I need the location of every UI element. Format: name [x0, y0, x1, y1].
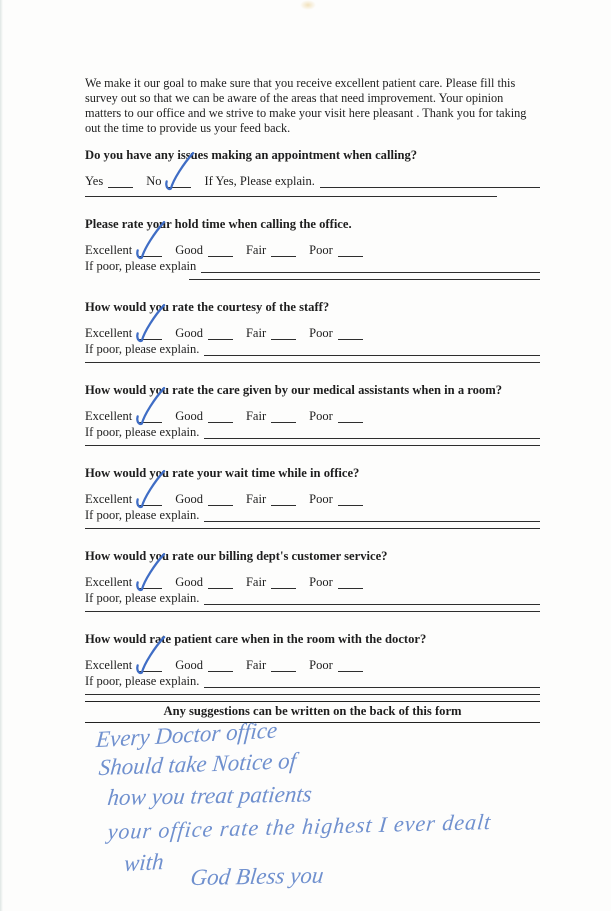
rating-row: [85, 326, 540, 340]
explain-label: If poor, please explain: [85, 259, 197, 273]
explain-blank: [204, 344, 540, 356]
explain-blank: [320, 176, 540, 188]
handwriting-line: Every Doctor office: [95, 717, 279, 753]
checkmark-icon: [132, 468, 166, 510]
answer-blank: [166, 176, 191, 188]
option-label: Good: [175, 492, 203, 506]
answer-row: [85, 174, 540, 188]
answer-blank: [137, 660, 162, 672]
intro-line: survey out so that we can be aware of the areas that need improvement. Your opinion: [85, 91, 504, 105]
intro-line: matters to our office and we strive to make your visit here pleasant . Thank you for taking: [85, 106, 527, 120]
answer-blank: [271, 328, 296, 340]
explain-blank: [204, 676, 540, 688]
rating-row: [85, 575, 540, 589]
explain-row: [85, 342, 540, 356]
separator-rule: [85, 611, 540, 612]
checkmark-icon: [132, 634, 166, 676]
checkmark-icon: [132, 385, 166, 427]
footer-banner: Any suggestions can be written on the back of this form: [85, 701, 540, 723]
answer-blank: [208, 494, 233, 506]
answer-blank: [208, 577, 233, 589]
separator-rule: [189, 279, 540, 280]
answer-blank: [338, 494, 363, 506]
explain-blank: [201, 261, 540, 273]
option-label: Poor: [309, 492, 333, 506]
explain-row: [85, 508, 540, 522]
checkmark-icon: [132, 551, 166, 593]
option-label: Excellent: [85, 326, 133, 340]
question-heading: Do you have any issues making an appointment when calling?: [85, 148, 418, 162]
explain-label: If poor, please explain.: [85, 342, 200, 356]
rating-row: [85, 658, 540, 672]
question-heading: How would you rate the care given by our medical assistants when in a room?: [85, 383, 503, 397]
option-label: Excellent: [85, 409, 133, 423]
answer-blank: [271, 245, 296, 257]
answer-blank: [271, 660, 296, 672]
handwriting-line: with: [123, 848, 165, 877]
answer-blank: [208, 411, 233, 423]
option-label: Yes: [85, 174, 104, 188]
explain-row: [85, 259, 540, 273]
answer-blank: [108, 176, 133, 188]
option-label: Fair: [245, 658, 267, 672]
option-label: Poor: [309, 409, 333, 423]
paper-stain: [300, 0, 316, 10]
option-label: Poor: [309, 243, 333, 257]
separator-rule: [85, 445, 540, 446]
rating-row: [85, 492, 540, 506]
option-label: Excellent: [85, 243, 133, 257]
handwriting-line: your office rate the highest I ever dealt: [106, 808, 493, 845]
option-label: Good: [175, 409, 203, 423]
explain-row: [85, 425, 540, 439]
scan-edge-artifact: [0, 0, 3, 911]
option-label: Fair: [245, 326, 267, 340]
answer-blank: [137, 494, 162, 506]
explain-row: [85, 674, 540, 688]
answer-blank: [338, 577, 363, 589]
checkmark-icon: [161, 150, 195, 192]
separator-rule: [85, 694, 540, 695]
answer-blank: [208, 245, 233, 257]
answer-blank: [338, 245, 363, 257]
explain-blank: [204, 510, 540, 522]
answer-blank: [338, 660, 363, 672]
intro-line: We make it our goal to make sure that you receive excellent patient care. Please fill this: [85, 76, 516, 90]
answer-blank: [338, 411, 363, 423]
question-block: [85, 632, 540, 695]
option-label: Fair: [245, 492, 267, 506]
explain-row: [85, 591, 540, 605]
option-label: No: [146, 174, 162, 188]
separator-rule: [85, 196, 497, 197]
option-label: Good: [175, 575, 203, 589]
explain-blank: [204, 593, 540, 605]
question-block: [85, 217, 540, 280]
answer-blank: [137, 411, 162, 423]
answer-blank: [271, 494, 296, 506]
explain-label: If poor, please explain.: [85, 425, 200, 439]
intro-paragraph: [85, 76, 540, 136]
question-block: [85, 383, 540, 446]
option-label: Good: [175, 658, 203, 672]
separator-rule: [85, 362, 540, 363]
intro-line: out the time to provide us your feed back.: [85, 121, 291, 135]
explain-blank: [204, 427, 540, 439]
question-block: [85, 466, 540, 529]
checkmark-icon: [132, 302, 166, 344]
question-block: [85, 549, 540, 612]
answer-blank: [137, 245, 162, 257]
explain-label: If poor, please explain.: [85, 674, 200, 688]
handwriting-line: how you treat patients: [106, 781, 314, 811]
option-label: Good: [175, 326, 203, 340]
explain-label: If poor, please explain.: [85, 591, 200, 605]
rating-row: [85, 243, 540, 257]
option-label: Fair: [245, 575, 267, 589]
option-label: Poor: [309, 575, 333, 589]
answer-blank: [338, 328, 363, 340]
question-heading: How would you rate the courtesy of the staff?: [85, 300, 330, 314]
option-label: Poor: [309, 658, 333, 672]
option-label: Excellent: [85, 575, 133, 589]
option-label: Good: [175, 243, 203, 257]
option-label: Fair: [245, 243, 267, 257]
form-content: [85, 76, 540, 723]
explain-label: If Yes, Please explain.: [204, 174, 315, 188]
option-label: Poor: [309, 326, 333, 340]
question-block: [85, 300, 540, 363]
question-heading: How would you rate your wait time while in office?: [85, 466, 360, 480]
option-label: Excellent: [85, 658, 133, 672]
question-block: [85, 148, 540, 197]
separator-rule: [85, 528, 540, 529]
question-heading: How would rate patient care when in the room with the doctor?: [85, 632, 427, 646]
answer-blank: [137, 577, 162, 589]
rating-row: [85, 409, 540, 423]
answer-blank: [137, 328, 162, 340]
answer-blank: [208, 660, 233, 672]
question-heading: Please rate your hold time when calling the office.: [85, 217, 352, 231]
explain-label: If poor, please explain.: [85, 508, 200, 522]
question-heading: How would you rate our billing dept's customer service?: [85, 549, 388, 563]
answer-blank: [208, 328, 233, 340]
answer-blank: [271, 411, 296, 423]
option-label: Excellent: [85, 492, 133, 506]
handwriting-line: Should take Notice of: [97, 748, 298, 781]
answer-blank: [271, 577, 296, 589]
checkmark-icon: [132, 219, 166, 261]
option-label: Fair: [245, 409, 267, 423]
handwriting-line: God Bless you: [189, 862, 325, 891]
